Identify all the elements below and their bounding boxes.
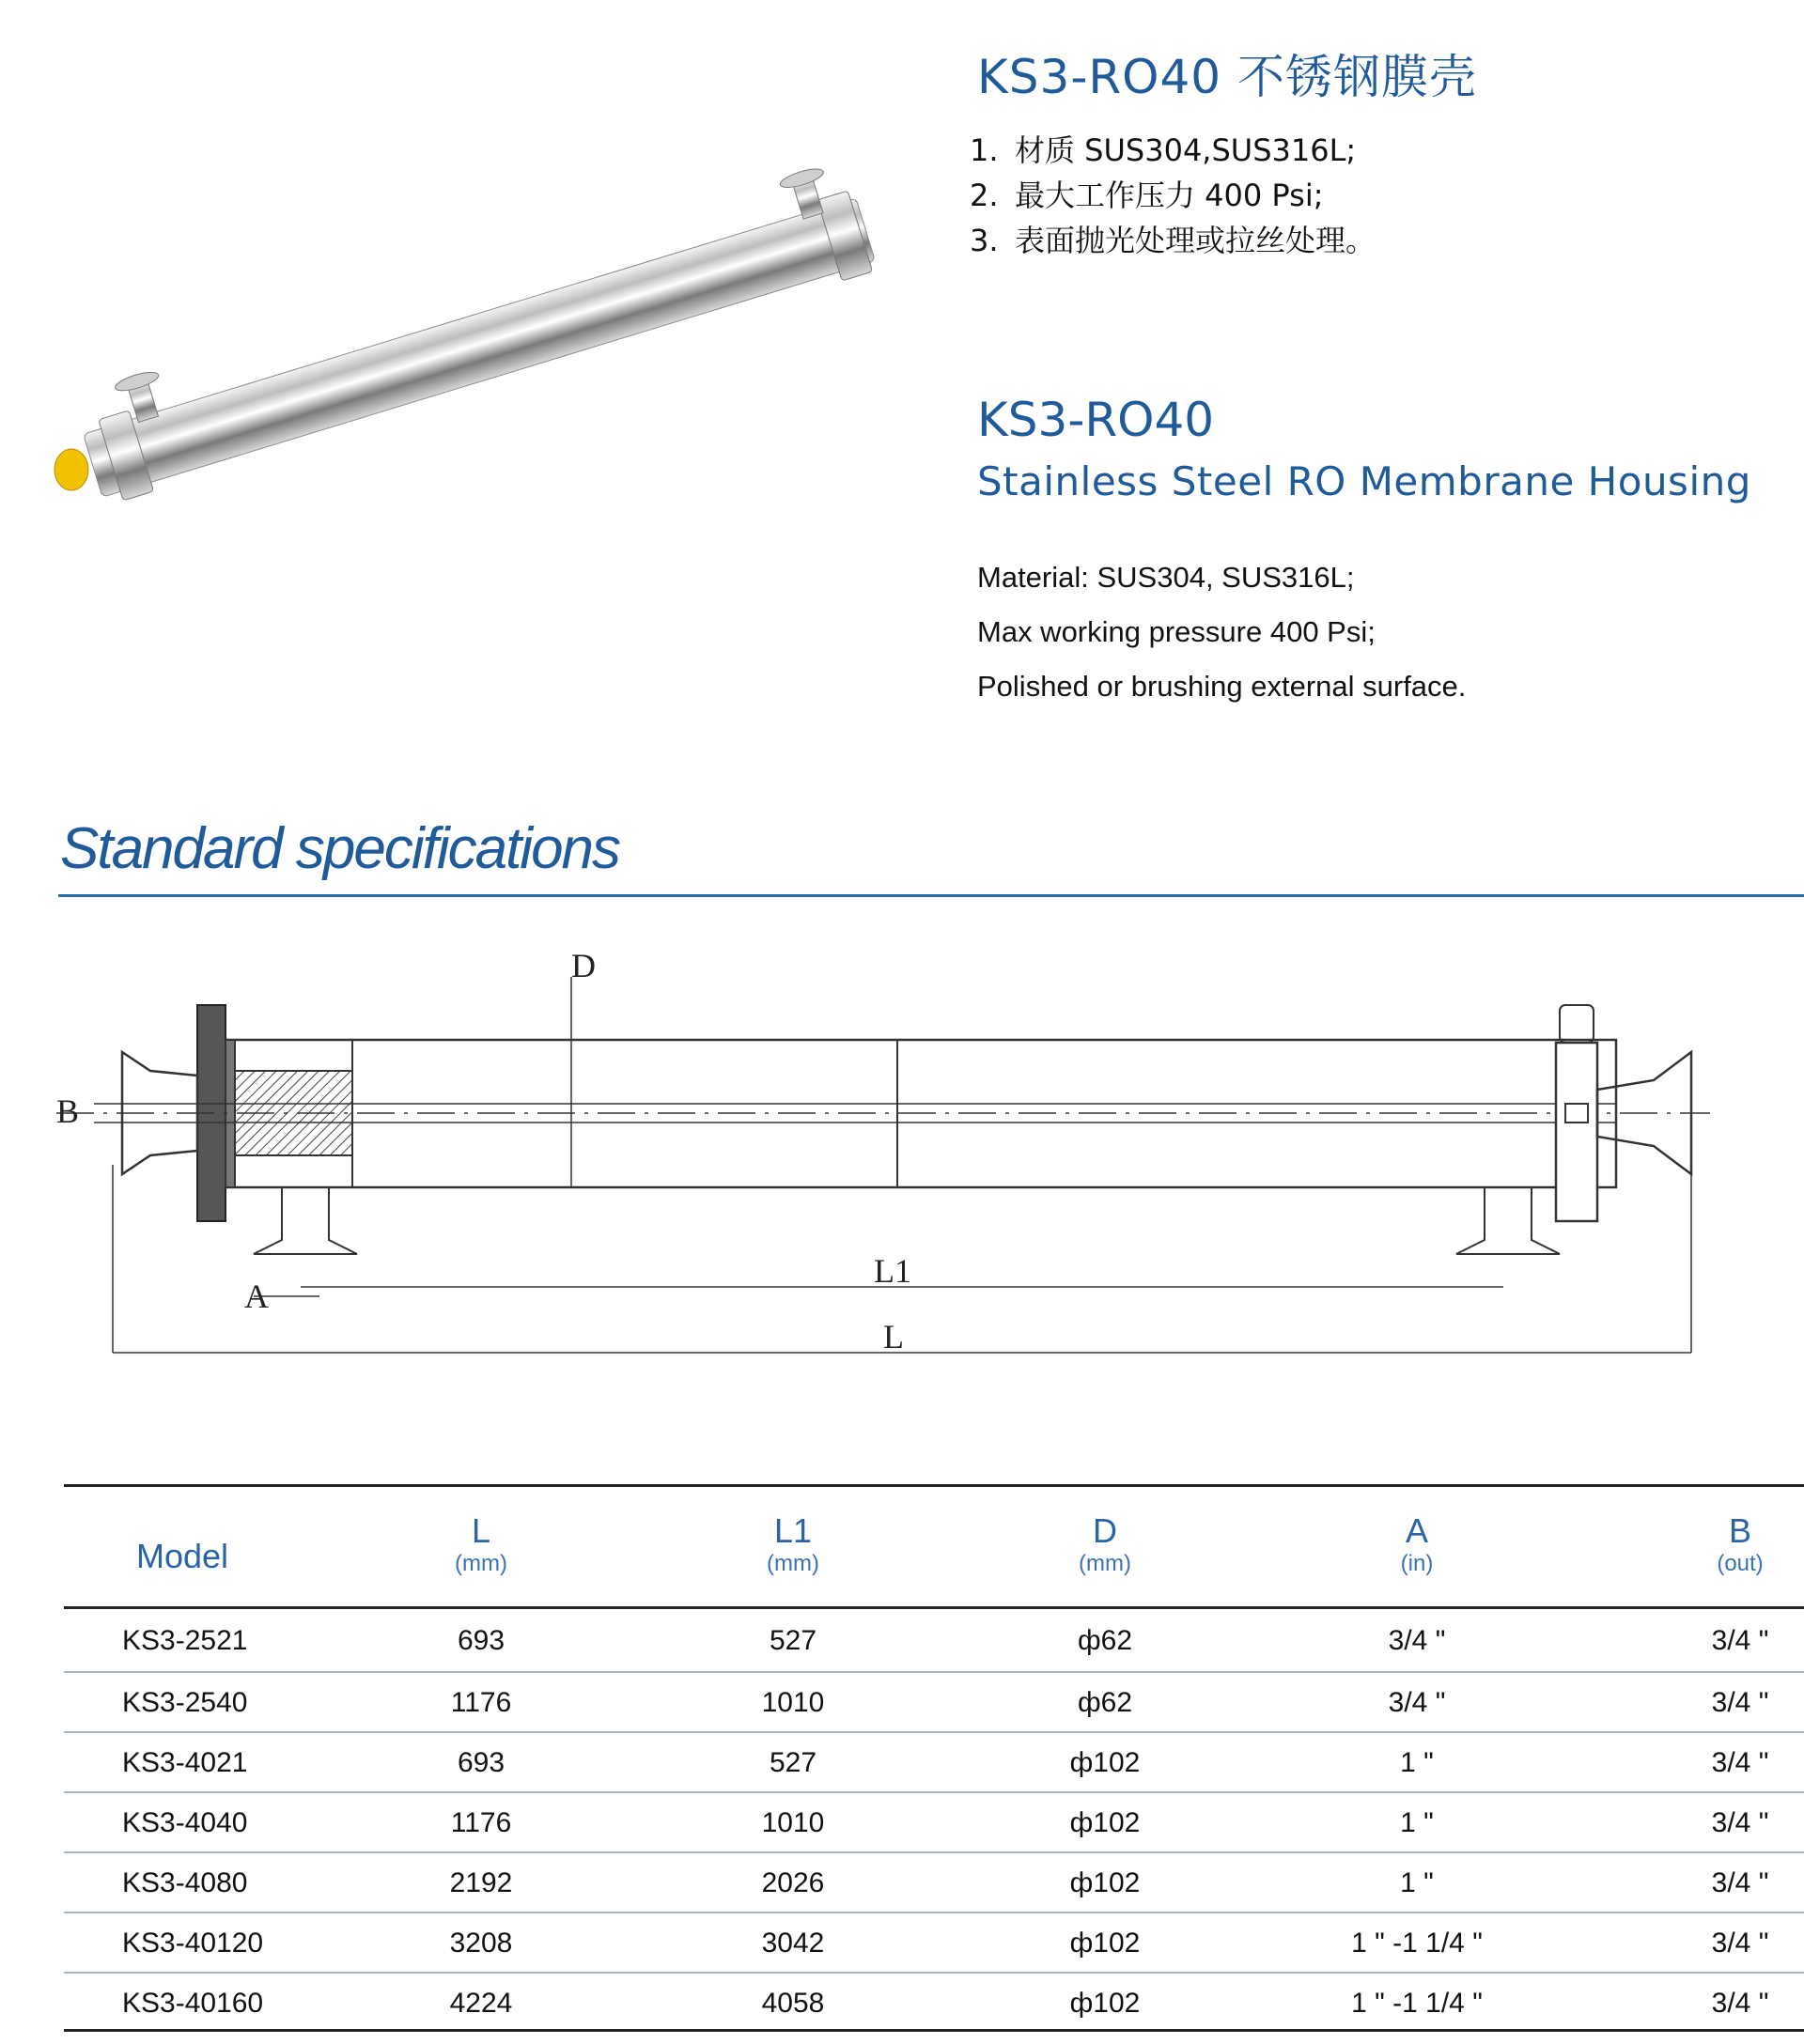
section-title: Standard specifications [60,816,620,881]
cell-l: 693 [457,1625,505,1656]
cell-a: 1 " -1 1/4 " [1351,1928,1483,1959]
cell-l1: 527 [769,1747,817,1778]
cell-l1: 1010 [761,1807,825,1838]
feature-item-en: Material: SUS304, SUS316L; [977,561,1355,594]
column-header-a: A (in) [1400,1511,1434,1576]
cell-l1: 4058 [761,1988,825,2019]
table-row [64,1673,1804,1733]
product-subtitle-en: Stainless Steel RO Membrane Housing [977,458,1751,504]
feature-item-cn: 3. 表面抛光处理或拉丝处理。 [970,223,1376,258]
table-row [64,1974,1804,2034]
table-row [64,1733,1804,1793]
cell-a: 1 " [1400,1867,1434,1898]
cell-b: 3/4 " [1711,1807,1769,1838]
dim-label-d: D [571,947,596,984]
dim-label-l1: L1 [874,1252,911,1290]
cell-l: 1176 [450,1807,512,1838]
cell-b: 3/4 " [1711,1867,1769,1898]
cell-b: 3/4 " [1711,1747,1769,1778]
cell-d: ф102 [1069,1747,1141,1778]
cell-model: KS3-40160 [122,1988,264,2019]
cell-l: 1176 [450,1687,512,1718]
cell-d: ф102 [1069,1928,1141,1959]
dim-label-b: B [56,1092,80,1130]
technical-drawing [56,939,1729,1381]
cell-b: 3/4 " [1711,1928,1769,1959]
cell-d: ф62 [1077,1625,1133,1656]
cell-model: KS3-40120 [122,1928,264,1959]
cell-l1: 527 [769,1625,817,1656]
cell-l: 2192 [449,1867,513,1898]
column-header-d: D (mm) [1079,1511,1131,1576]
column-header-b: B (out) [1717,1511,1764,1576]
dim-label-a: A [244,1278,269,1315]
cell-d: ф62 [1077,1687,1133,1718]
cell-b: 3/4 " [1711,1988,1769,2019]
cell-a: 1 " [1400,1747,1434,1778]
cell-a: 3/4 " [1388,1625,1446,1656]
feature-item-en: Polished or brushing external surface. [977,670,1467,703]
cell-b: 3/4 " [1711,1625,1769,1656]
table-top-rule [64,1484,1804,1487]
product-title-cn: KS3-RO40 不锈钢膜壳 [977,50,1477,104]
cell-a: 3/4 " [1388,1687,1446,1718]
cell-model: KS3-2521 [122,1625,248,1656]
cell-l: 3208 [449,1928,513,1959]
cell-l: 4224 [449,1988,513,2019]
cell-l: 693 [457,1747,505,1778]
column-header-l: L (mm) [455,1511,507,1576]
cell-model: KS3-4040 [122,1807,248,1838]
cell-b: 3/4 " [1711,1687,1769,1718]
cell-a: 1 " [1400,1807,1434,1838]
cell-a: 1 " -1 1/4 " [1351,1988,1483,2019]
feature-item-en: Max working pressure 400 Psi; [977,615,1376,648]
product-image [38,150,921,545]
section-divider [58,894,1804,897]
cell-d: ф102 [1069,1807,1141,1838]
column-header-model: Model [136,1537,229,1575]
table-header-rule [64,1606,1804,1609]
cell-l1: 3042 [761,1928,825,1959]
feature-item-cn: 2. 最大工作压力 400 Psi; [970,178,1324,213]
column-header-l1: L1 (mm) [767,1511,819,1576]
cell-d: ф102 [1069,1867,1141,1898]
feature-list-cn [970,128,1376,263]
table-row [64,1611,1804,1671]
cell-l1: 2026 [761,1867,825,1898]
product-title-en: KS3-RO40 [977,393,1215,447]
table-bottom-rule [64,2029,1804,2032]
cell-model: KS3-2540 [122,1687,248,1718]
feature-list-en [977,550,1466,714]
table-row [64,1793,1804,1853]
cell-d: ф102 [1069,1988,1141,2019]
cell-model: KS3-4021 [122,1747,248,1778]
dim-label-l: L [883,1318,904,1355]
cell-model: KS3-4080 [122,1867,248,1898]
feature-item-cn: 1. 材质 SUS304,SUS316L; [970,132,1357,168]
cell-l1: 1010 [761,1687,825,1718]
table-row [64,1913,1804,1974]
table-row [64,1853,1804,1913]
